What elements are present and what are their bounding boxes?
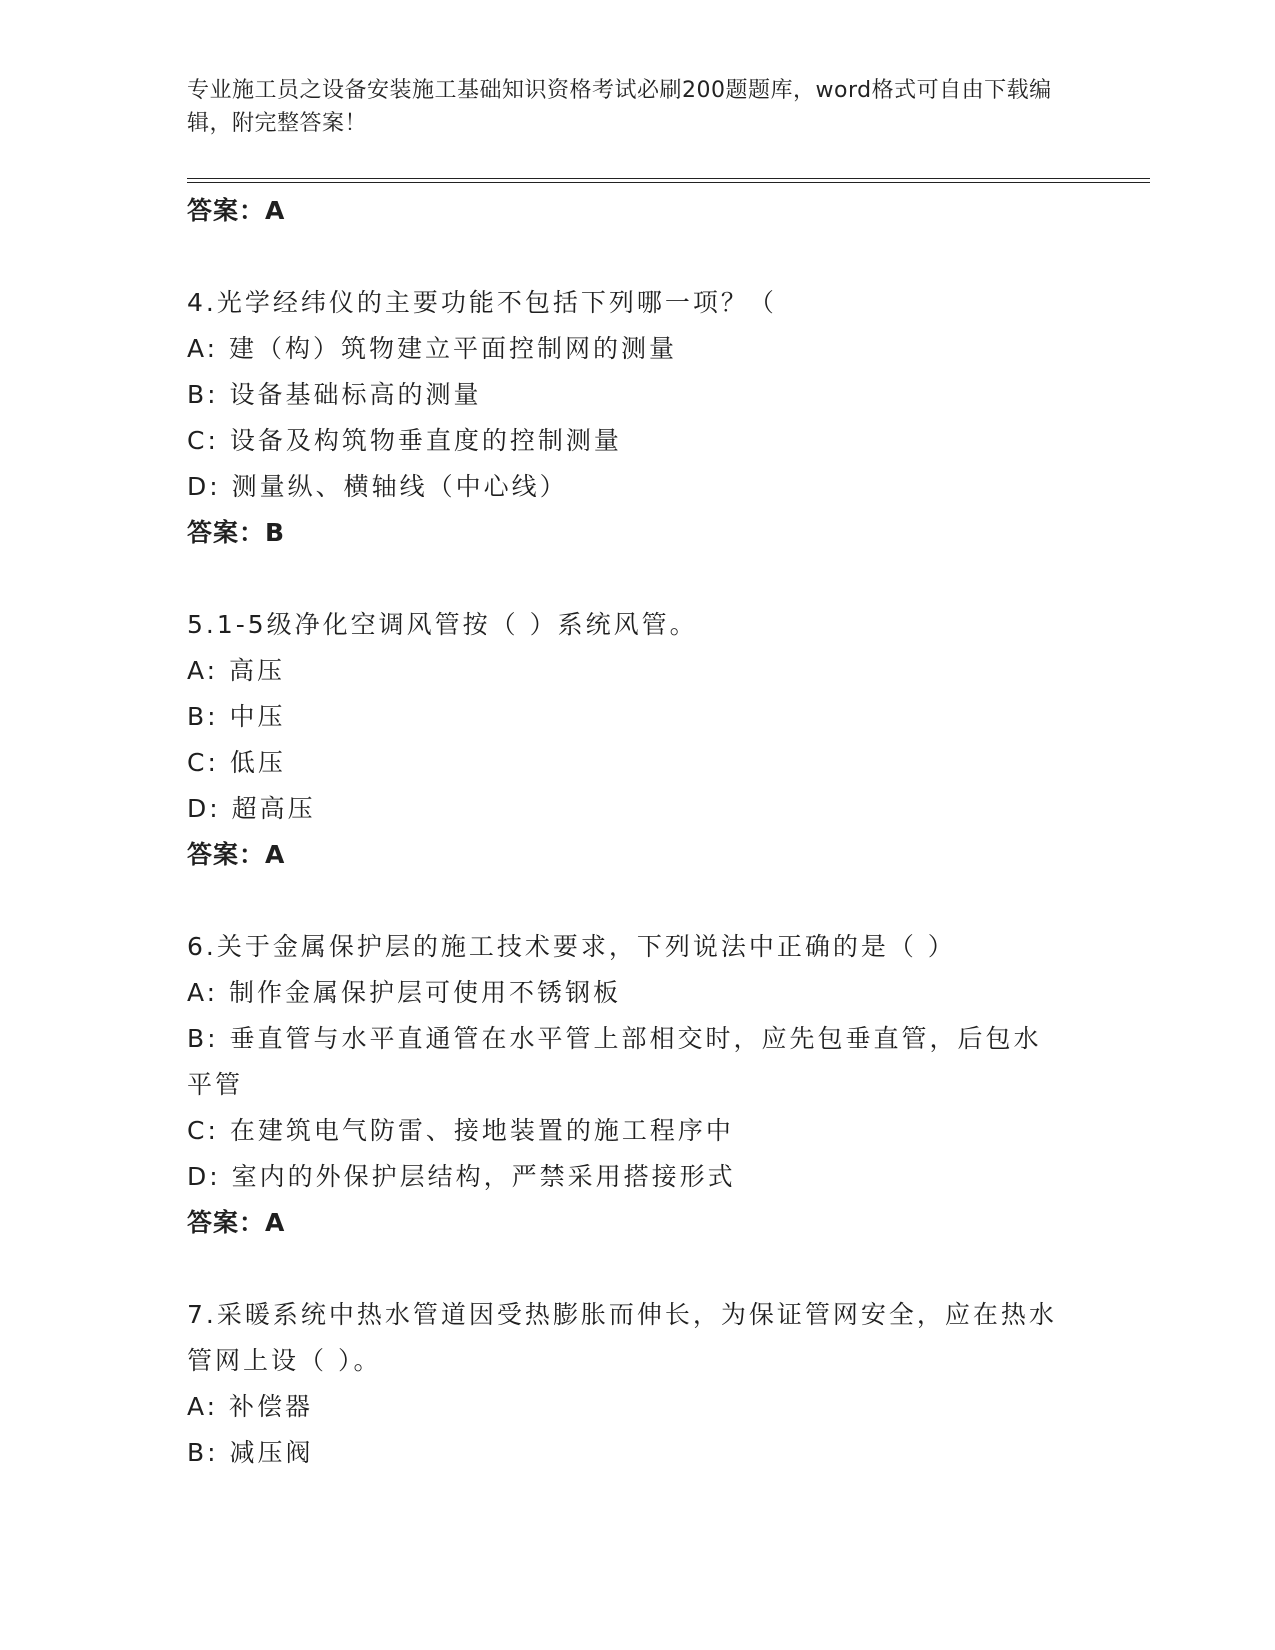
spacer (187, 878, 1087, 924)
option-d: D: 室内的外保护层结构，严禁采用搭接形式 (187, 1162, 736, 1191)
option-b: B: 中压 (187, 702, 286, 731)
option-c: C: 低压 (187, 748, 286, 777)
header-divider-bottom (187, 182, 1150, 183)
answer-line: 答案：A (187, 1208, 286, 1237)
answer-line: 答案：B (187, 518, 286, 547)
header-divider-top (187, 178, 1150, 179)
option-c: C: 在建筑电气防雷、接地装置的施工程序中 (187, 1116, 734, 1145)
option-c: C: 设备及构筑物垂直度的控制测量 (187, 426, 622, 455)
option-d: D: 超高压 (187, 794, 316, 823)
question-list (187, 188, 1087, 1476)
option-a: A: 制作金属保护层可使用不锈钢板 (187, 978, 622, 1007)
option-a: A: 高压 (187, 656, 286, 685)
option-d: D: 测量纵、横轴线（中心线） (187, 472, 568, 501)
question-stem: 5.1-5级净化空调风管按（ ）系统风管。 (187, 610, 698, 639)
question-stem: 7.采暖系统中热水管道因受热膨胀而伸长，为保证管网安全，应在热水管网上设（ ）。 (187, 1300, 1057, 1375)
question-stem: 4.光学经纬仪的主要功能不包括下列哪一项？（ (187, 288, 777, 317)
option-a: A: 建（构）筑物建立平面控制网的测量 (187, 334, 678, 363)
option-b: B: 减压阀 (187, 1438, 314, 1467)
question-stem: 6.关于金属保护层的施工技术要求，下列说法中正确的是（ ） (187, 932, 956, 961)
answer-line: 答案：A (187, 196, 286, 225)
spacer (187, 234, 1087, 280)
page-header: 专业施工员之设备安装施工基础知识资格考试必刷200题题库，word格式可自由下载编辑，附完整答案！ (187, 78, 1052, 136)
option-a: A: 补偿器 (187, 1392, 314, 1421)
spacer (187, 556, 1087, 602)
spacer (187, 1246, 1087, 1292)
option-b: B: 垂直管与水平直通管在水平管上部相交时，应先包垂直管，后包水平管 (187, 1024, 1042, 1099)
answer-line: 答案：A (187, 840, 286, 869)
option-b: B: 设备基础标高的测量 (187, 380, 482, 409)
